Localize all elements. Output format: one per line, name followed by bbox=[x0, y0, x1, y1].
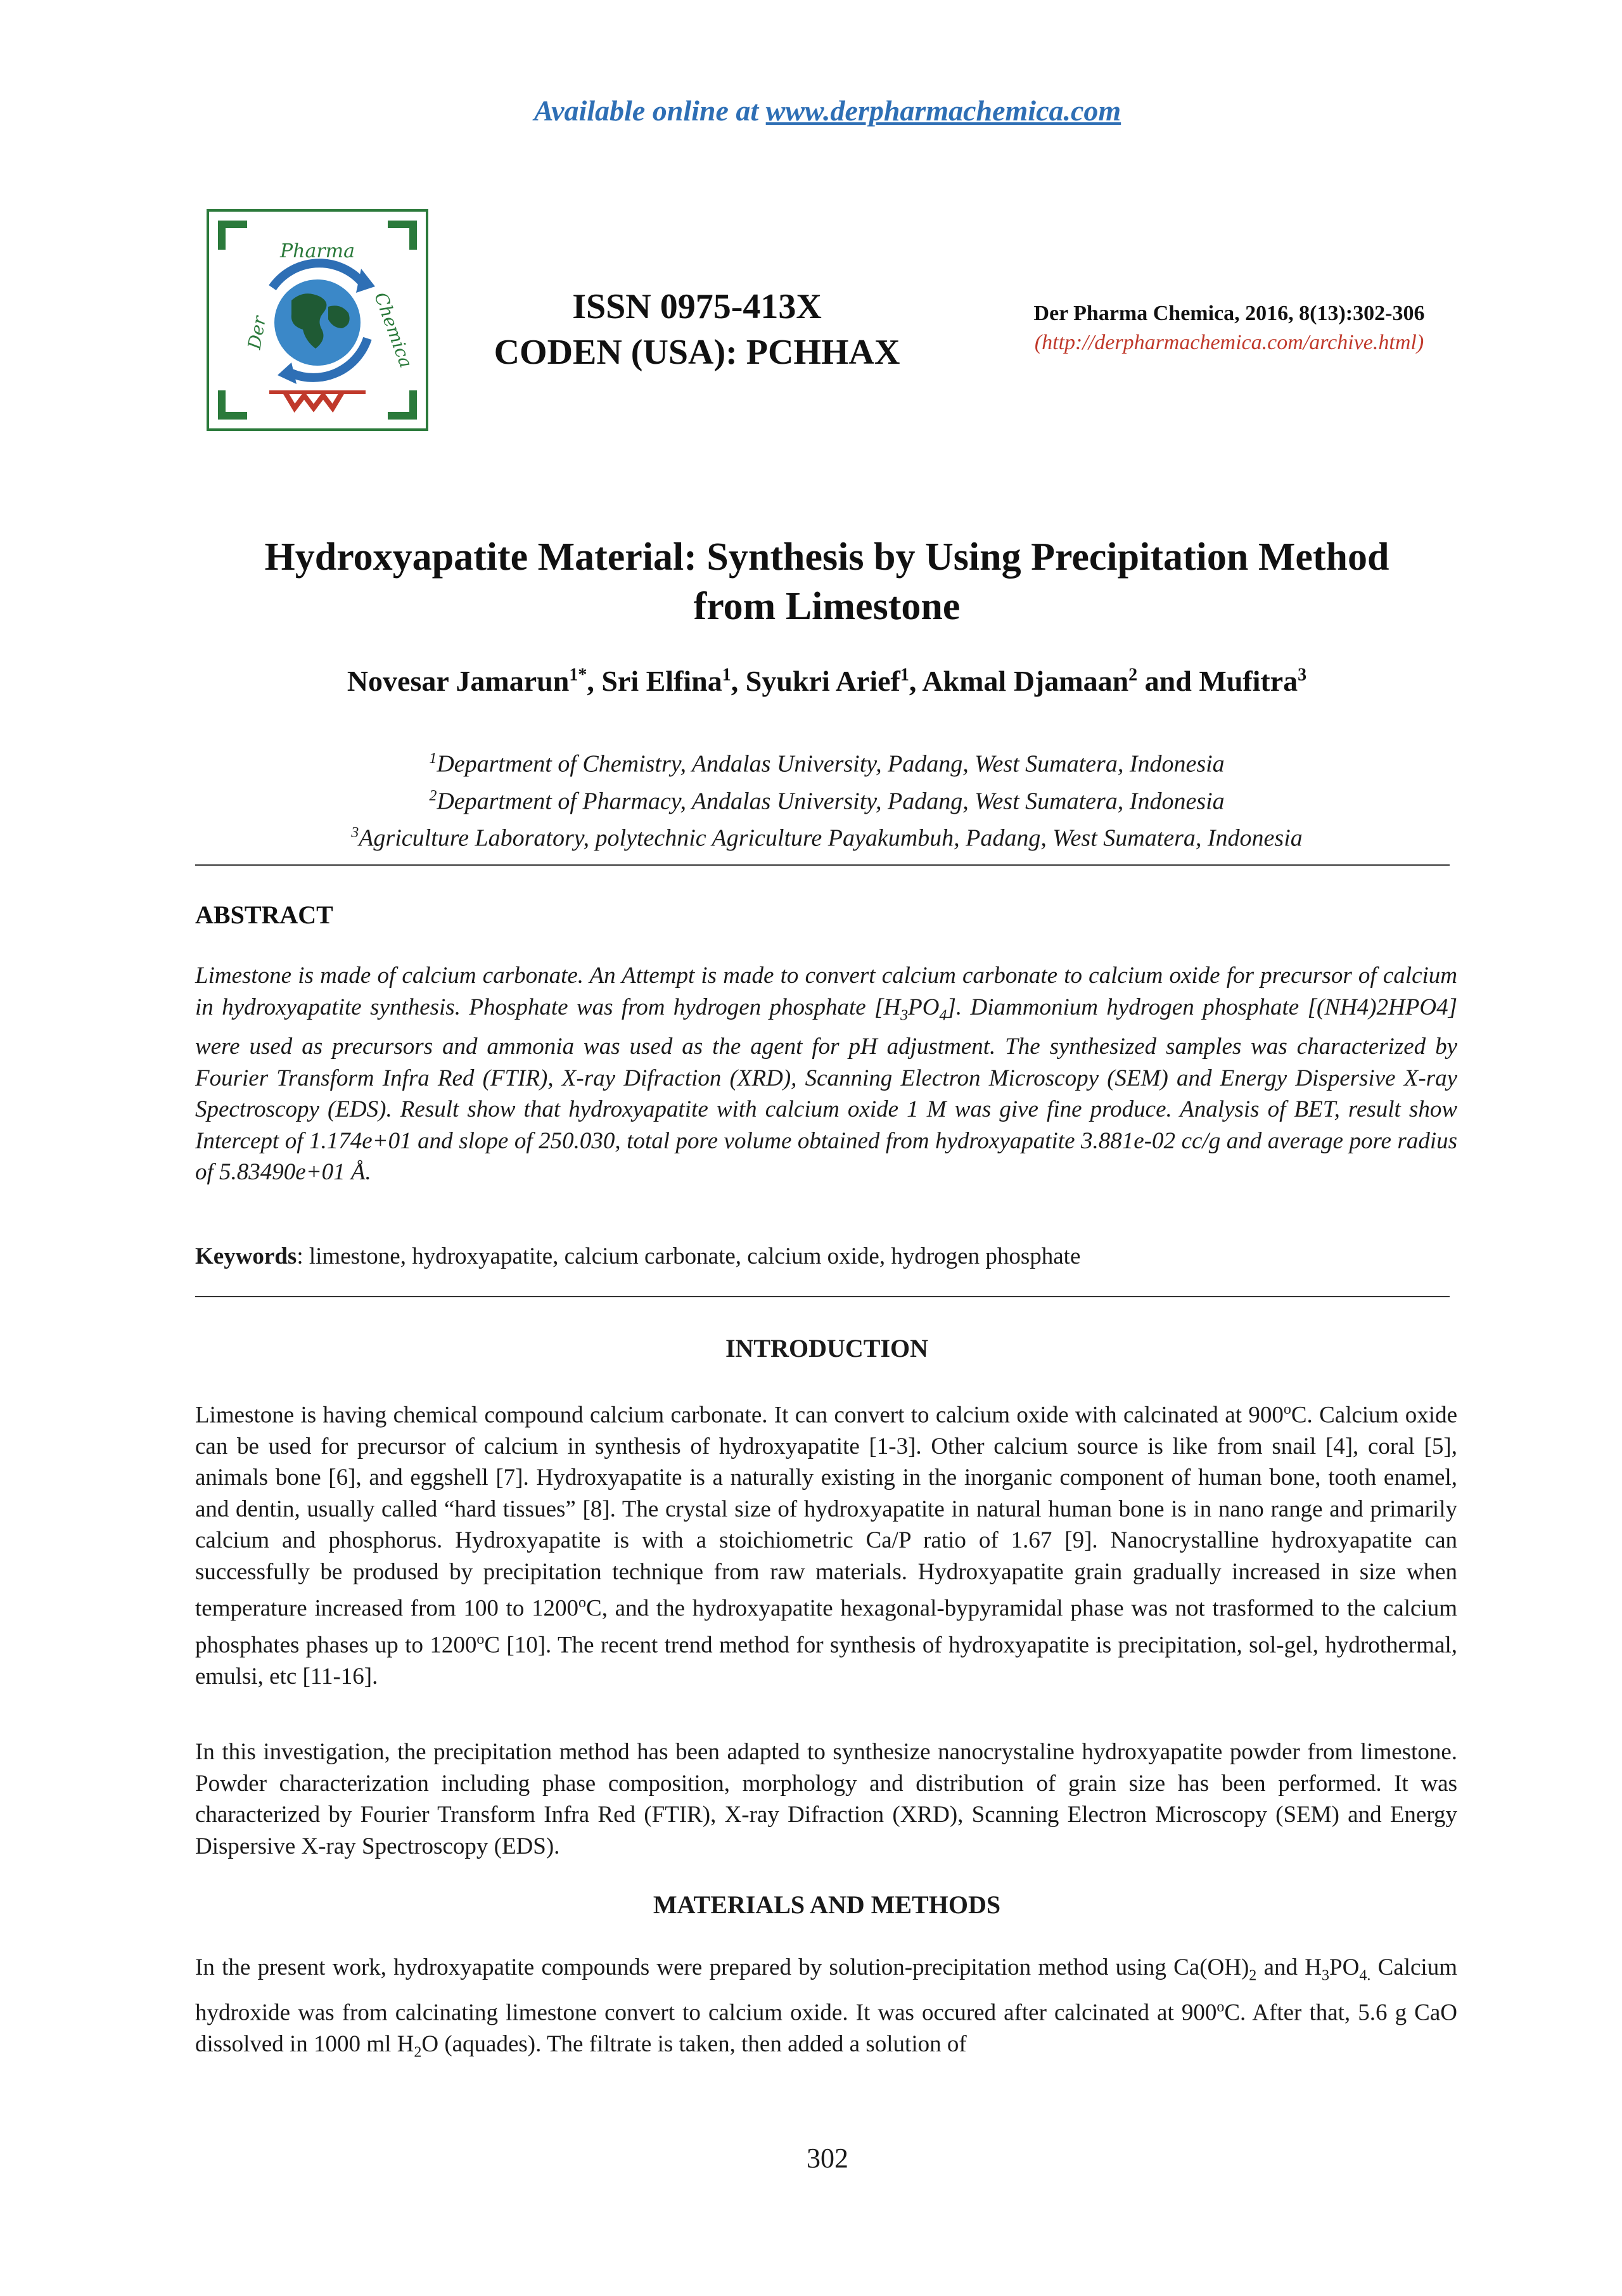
svg-text:Der: Der bbox=[243, 314, 271, 351]
intro-part: C, and the hydroxyapatite hexagonal-bypyramidal phase was not trasformed to the calcium phosphates phases up to 1200 bbox=[195, 1595, 1457, 1658]
journal-logo bbox=[207, 209, 428, 431]
abstract-part: Limestone is made of calcium carbonate. An Attempt is made to convert calcium carbonate to calcium oxide for precursor of calcium in hydroxyapatite synthesis. Phosphate was from hydrogen phosphate [H bbox=[195, 963, 1457, 1020]
methods-part: and H bbox=[1256, 1954, 1322, 1980]
affiliation-text: Agriculture Laboratory, polytechnic Agriculture Payakumbuh, Padang, West Sumatera, Indonesia bbox=[359, 824, 1303, 852]
methods-part: In the present work, hydroxyapatite compounds were prepared by solution-precipitation method using Ca(OH) bbox=[195, 1954, 1249, 1980]
author-affil-mark: 1 bbox=[900, 665, 909, 685]
introduction-paragraph-1 bbox=[195, 1394, 1457, 1692]
keywords-line bbox=[195, 1241, 1457, 1273]
author-list bbox=[190, 664, 1464, 698]
paper-title bbox=[190, 532, 1464, 631]
globe-arrows-icon bbox=[209, 212, 426, 428]
introduction-paragraph-2: In this investigation, the precipitation method has been adapted to synthesize nanocrystaline hydroxyapatite powder from limestone. Powder characterization including phase composition, morphology and distribution of grain size has been performed. It was characterized by Fourier Transform Infra Red (FTIR), X-ray Difraction (XRD), Scanning Electron Microscopy (SEM) and Energy Dispersive X-ray Spectroscopy (EDS). bbox=[195, 1739, 1457, 1859]
affiliation-item bbox=[190, 780, 1464, 818]
author-name: Novesar Jamarun bbox=[347, 665, 570, 697]
abstract-part: PO bbox=[908, 994, 940, 1020]
abstract-text bbox=[195, 960, 1457, 1188]
keywords-label: Keywords bbox=[195, 1243, 297, 1269]
journal-citation: Der Pharma Chemica, 2016, 8(13):302-306 bbox=[1033, 302, 1425, 325]
abstract-subscript: 4 bbox=[939, 1006, 947, 1023]
svg-text:Pharma: Pharma bbox=[279, 240, 355, 262]
issn-block bbox=[469, 284, 925, 375]
affiliation-text: Department of Pharmacy, Andalas University, Padang, West Sumatera, Indonesia bbox=[437, 788, 1225, 815]
abstract-subscript: 3 bbox=[900, 1006, 909, 1023]
methods-part: PO bbox=[1329, 1954, 1360, 1980]
author-affil-mark: 1 bbox=[722, 665, 731, 685]
degree-mark: o bbox=[476, 1631, 485, 1648]
divider bbox=[195, 864, 1450, 866]
affiliation-mark: 3 bbox=[351, 824, 359, 842]
methods-part: C. After that, 5.6 g CaO dissolved in 1000 ml H bbox=[195, 1999, 1457, 2057]
author-name: Akmal Djamaan bbox=[922, 665, 1129, 697]
archive-link[interactable]: (http://derpharmachemica.com/archive.html) bbox=[1034, 331, 1424, 354]
affiliation-mark: 2 bbox=[429, 787, 437, 804]
author-name: Syukri Arief bbox=[745, 665, 900, 697]
journal-citation-block bbox=[950, 299, 1508, 357]
degree-mark: o bbox=[1216, 1998, 1225, 2015]
author-separator: , bbox=[909, 665, 923, 697]
degree-mark: o bbox=[1283, 1401, 1291, 1418]
availability-banner bbox=[0, 94, 1622, 127]
introduction-heading: INTRODUCTION bbox=[725, 1334, 929, 1363]
methods-subscript: 3 bbox=[1322, 1967, 1330, 1984]
journal-website-link[interactable]: www.derpharmachemica.com bbox=[765, 94, 1121, 127]
abstract-part: ]. Diammonium hydrogen phosphate [(NH4)2HPO4] were used as precursors and ammonia was used as the agent for pH adjustment. The synthesized samples was characterized by Fourier Transform Infra Red (FTIR), X-ray Difraction (XRD), Scanning Electron Microscopy (SEM) and Energy Dispersive X-ray Spectroscopy (EDS). Result show that hydroxyapatite with calcium oxide 1 M was give fine produce. Analysis of BET, result show Intercept of 1.174e+01 and slope of 250.030, total pore volume obtained from hydroxyapatite 3.881e-02 cc/g and average pore radius of 5.83490e+01 Å. bbox=[195, 994, 1457, 1186]
methods-subscript: 4. bbox=[1359, 1967, 1371, 1984]
page-number: 302 bbox=[807, 2143, 848, 2174]
affiliation-item bbox=[190, 817, 1464, 854]
author-name: Sri Elfina bbox=[601, 665, 722, 697]
coden-line: CODEN (USA): PCHHAX bbox=[494, 333, 900, 372]
author-affil-mark: 2 bbox=[1128, 665, 1138, 685]
methods-part: O (aquades). The filtrate is taken, then added a solution of bbox=[421, 2030, 967, 2057]
author-separator: , bbox=[731, 665, 746, 697]
title-line-1: Hydroxyapatite Material: Synthesis by Using Precipitation Method bbox=[264, 536, 1389, 579]
affiliation-item bbox=[190, 743, 1464, 780]
affiliation-mark: 1 bbox=[429, 750, 437, 767]
methods-subscript: 2 bbox=[414, 2044, 422, 2061]
intro-part: C [10]. The recent trend method for synthesis of hydroxyapatite is precipitation, sol-gel, hydrothermal, emulsi, etc [11-16]. bbox=[195, 1632, 1457, 1690]
availability-prefix: Available online at bbox=[533, 94, 766, 127]
methods-heading: MATERIALS AND METHODS bbox=[653, 1890, 1001, 1919]
author-name: Mufitra bbox=[1199, 665, 1298, 697]
affiliation-text: Department of Chemistry, Andalas University, Padang, West Sumatera, Indonesia bbox=[437, 750, 1225, 778]
affiliation-list bbox=[190, 743, 1464, 854]
intro-part: Limestone is having chemical compound calcium carbonate. It can convert to calcium oxide with calcinated at 900 bbox=[195, 1402, 1284, 1428]
methods-part: Calcium hydroxide was from calcinating limestone convert to calcium oxide. It was occured after calcinated at 900 bbox=[195, 1954, 1457, 2026]
issn-line: ISSN 0975-413X bbox=[572, 287, 822, 326]
methods-subscript: 2 bbox=[1249, 1967, 1257, 1984]
author-affil-mark: 3 bbox=[1298, 665, 1307, 685]
degree-mark: o bbox=[578, 1594, 587, 1612]
author-affil-mark: 1* bbox=[569, 665, 587, 685]
abstract-heading: ABSTRACT bbox=[195, 901, 333, 929]
author-separator: , bbox=[587, 665, 602, 697]
author-separator: and bbox=[1137, 665, 1199, 697]
intro-part: C. Calcium oxide can be used for precursor of calcium in synthesis of hydroxyapatite [1-3]. Other calcium source is like from snail [4], coral [5], animals bone [6], and eggshell [7]. Hydroxyapatite is a naturally existing in the inorganic component of human bone, tooth enamel, and dentin, usually called “hard tissues” [8]. The crystal size of hydroxyapatite in natural human bone is in nano range and primarily calcium and phosphorus. Hydroxyapatite is with a stoichiometric Ca/P ratio of 1.67 [9]. Nanocrystalline hydroxyapatite can successfully be prodused by precipitation technique from raw materials. Hydroxyapatite grain gradually increased in size when temperature increased from 100 to 1200 bbox=[195, 1402, 1458, 1622]
divider bbox=[195, 1296, 1450, 1297]
svg-text:Chemica: Chemica bbox=[370, 289, 417, 371]
title-line-2: from Limestone bbox=[693, 585, 961, 628]
keywords-text: : limestone, hydroxyapatite, calcium carbonate, calcium oxide, hydrogen phosphate bbox=[297, 1243, 1081, 1269]
methods-paragraph bbox=[195, 1952, 1457, 2068]
